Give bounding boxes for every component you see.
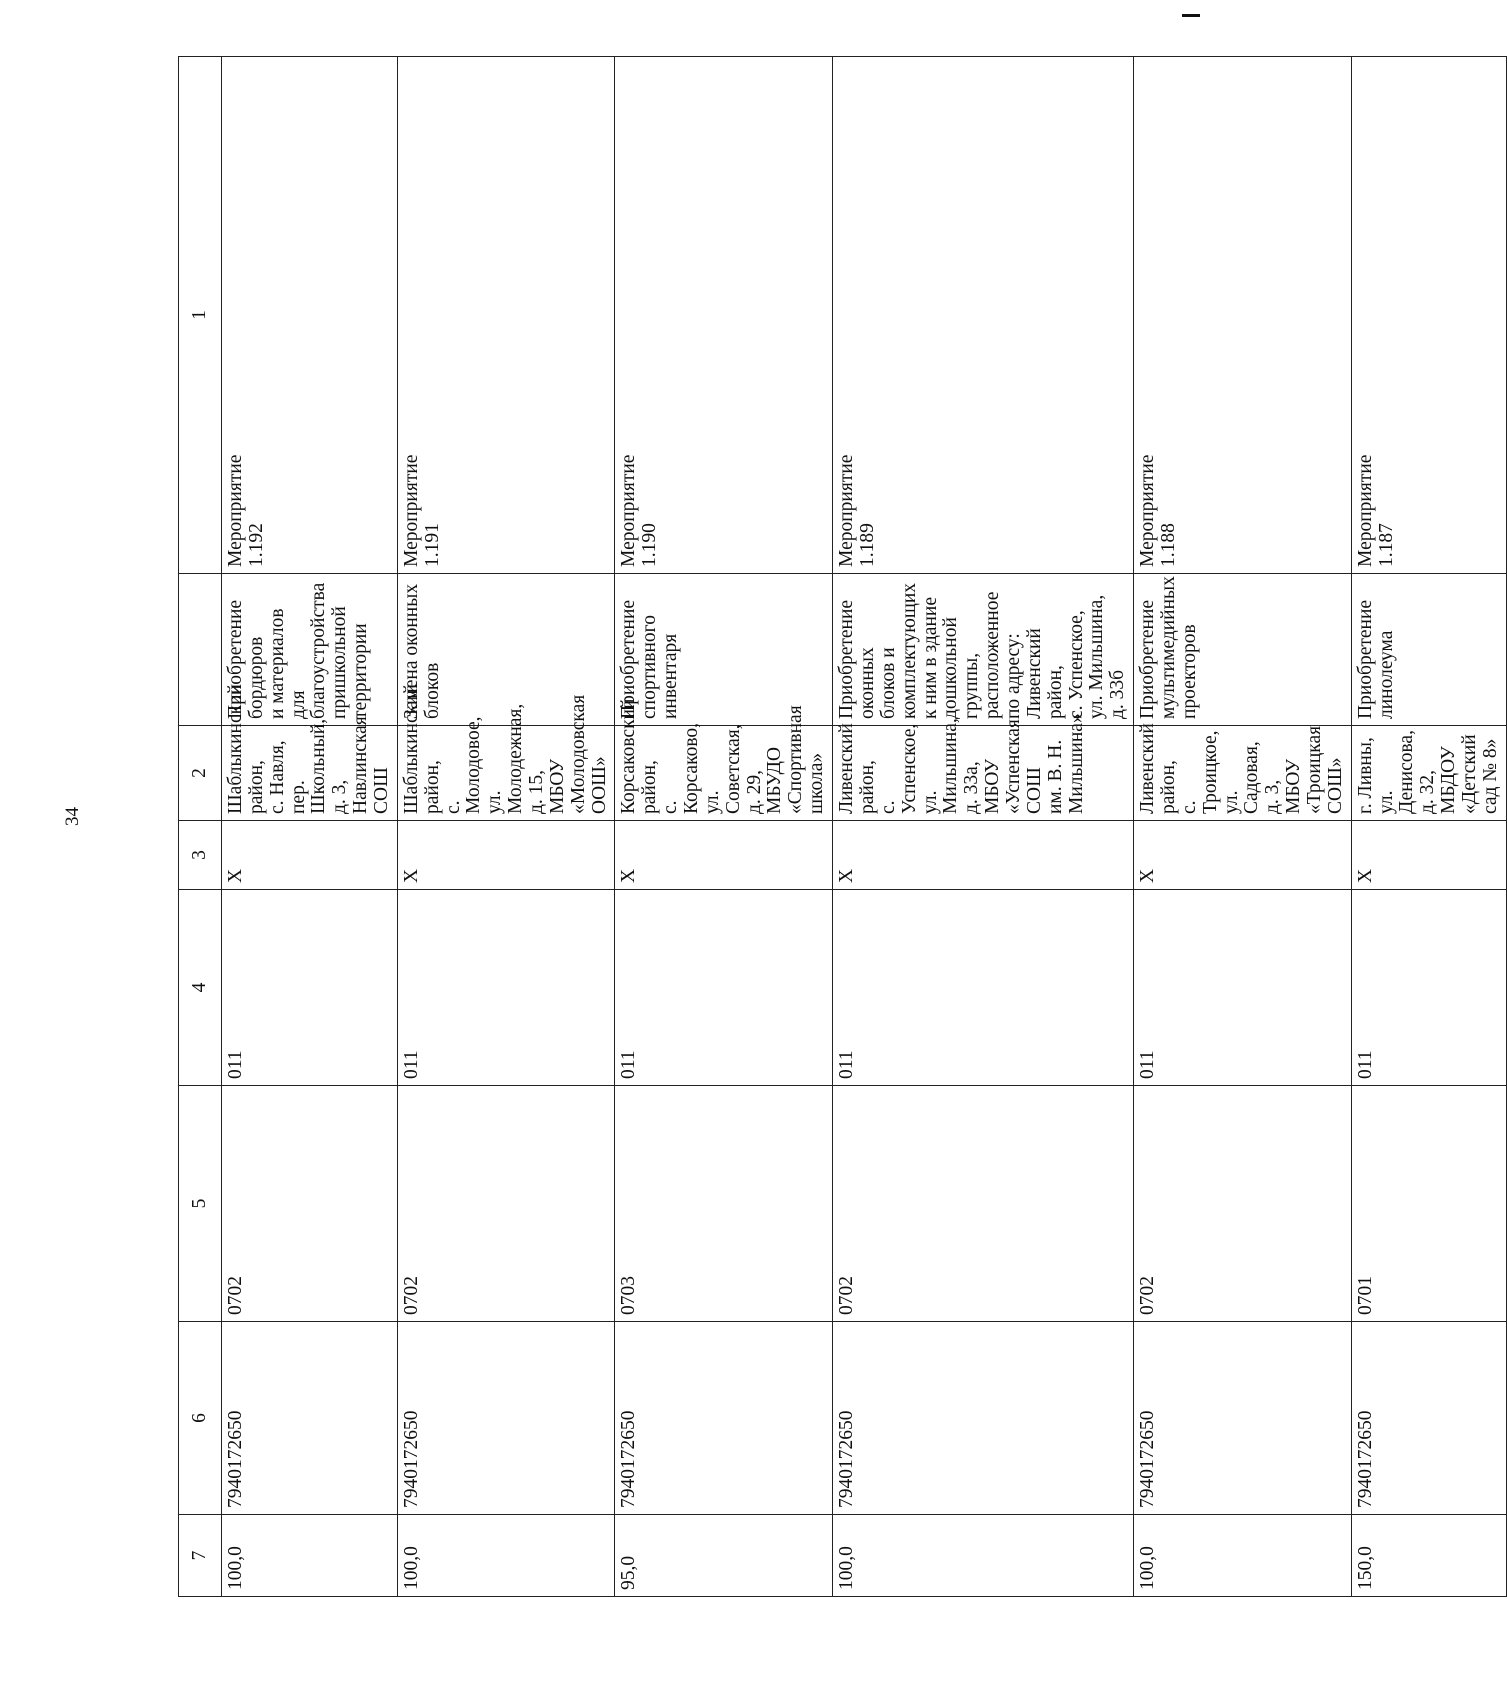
cell-col5: 0701 [1351, 1086, 1506, 1322]
cell-line: 1.190 [639, 523, 661, 567]
cell-name [222, 57, 398, 574]
cell-line: школа» [806, 752, 828, 814]
cell-col6: 7940172650 [222, 1322, 398, 1515]
cell-line: Замена оконных блоков [400, 583, 443, 719]
cell-line: с. Молодовое, [442, 716, 485, 814]
header-cell: 2 [179, 726, 222, 821]
cell-line: Приобретение бордюров [225, 599, 267, 719]
cell-col3: Х [1351, 821, 1506, 890]
cell-line: ул. Мильшина, д. 33б [1086, 594, 1129, 719]
cell-line: Приобретение оконных [836, 599, 878, 719]
activities-table [178, 56, 1507, 1597]
header-cell: 5 [179, 1086, 222, 1322]
rotated-table-wrapper [178, 57, 1501, 1597]
table-row [1351, 57, 1506, 1597]
cell-line: МБОУ «Успенская СОШ [982, 719, 1045, 814]
cell-line: ул. Мильшина, д. 33а, [919, 718, 983, 814]
cell-col7: 100,0 [833, 1515, 1134, 1597]
cell-line: 1.187 [1375, 523, 1397, 567]
page-number: 34 [62, 807, 83, 826]
cell-name [1351, 57, 1506, 574]
cell-line: мультимедийных [1157, 576, 1179, 719]
edge-mark [1182, 14, 1200, 17]
cell-line: 1.191 [421, 523, 443, 567]
cell-line: Мероприятие [400, 454, 422, 567]
cell-col7: 100,0 [222, 1515, 398, 1597]
cell-col4: 011 [615, 890, 833, 1086]
cell-col3: Х [222, 821, 398, 890]
cell-line: Ливенский район, [1137, 723, 1179, 814]
cell-name [615, 57, 833, 574]
cell-col3: Х [1134, 821, 1352, 890]
cell-col4: 011 [833, 890, 1134, 1086]
cell-col4: 011 [397, 890, 615, 1086]
cell-col5: 0702 [1134, 1086, 1352, 1322]
cell-col5: 0702 [833, 1086, 1134, 1322]
cell-col3: Х [615, 821, 833, 890]
table-row [222, 57, 398, 1597]
cell-line: 1.188 [1157, 523, 1179, 567]
cell-line: д. 29, МБУДО «Спортивная [743, 705, 807, 814]
header-cell [179, 574, 222, 726]
cell-line: с. Успенское, [877, 723, 920, 814]
cell-line: с. Корсаково, ул. Советская, [660, 722, 744, 814]
header-cell: 1 [179, 57, 222, 574]
cell-description [615, 574, 833, 726]
cell-name [833, 57, 1134, 574]
cell-line: с. Успенское, [1065, 610, 1087, 719]
cell-address [222, 684, 398, 821]
cell-line: блоков и комплектующих [877, 582, 920, 719]
cell-line: к ним в здание [919, 597, 941, 719]
header-cell: 7 [179, 1515, 222, 1597]
cell-address [615, 698, 833, 821]
cell-line: дошкольной группы, [940, 617, 983, 719]
table-row [833, 57, 1134, 1597]
cell-col5: 0702 [222, 1086, 398, 1322]
cell-line: МБОУ «Молодовская ООШ» [546, 694, 610, 814]
cell-line: МБОУ «Троицкая СОШ» [1283, 725, 1346, 814]
cell-line: Мероприятие [1354, 454, 1376, 567]
cell-line: Приобретение [1137, 599, 1159, 719]
cell-col7: 150,0 [1351, 1515, 1506, 1597]
cell-col6: 7940172650 [833, 1322, 1134, 1515]
cell-description [222, 574, 398, 726]
cell-line: с. Навля, пер. Школьный, [266, 718, 330, 814]
cell-line: Мероприятие [618, 454, 640, 567]
cell-col6: 7940172650 [1351, 1322, 1506, 1515]
cell-line: г. Ливны, ул. Денисова, [1354, 730, 1418, 814]
cell-line: спортивного инвентаря [639, 615, 682, 719]
cell-address [833, 713, 1134, 821]
cell-line: 1.189 [856, 523, 878, 567]
cell-line: Шаблыкинский район, [225, 684, 267, 814]
header-cell: 4 [179, 890, 222, 1086]
cell-line: ул. Молодежная, д. 15, [484, 703, 548, 814]
header-row [179, 57, 222, 1597]
cell-col4: 011 [222, 890, 398, 1086]
cell-address [397, 684, 615, 821]
cell-line: Мероприятие [836, 454, 858, 567]
cell-line: 1.192 [245, 523, 267, 567]
cell-col3: Х [397, 821, 615, 890]
cell-line: Приобретение линолеума [1354, 599, 1397, 719]
cell-line: расположенное по адресу: [982, 591, 1024, 719]
cell-line: Ливенский район, [1023, 628, 1066, 719]
cell-address [1134, 723, 1352, 821]
cell-line: д. 3, Навлинская СОШ [329, 716, 393, 814]
cell-line: Шаблыкинский район, [400, 684, 443, 814]
cell-line: Корсаковский район, [618, 698, 661, 814]
cell-name [1134, 57, 1352, 574]
cell-line: Ливенский район, [836, 723, 878, 814]
cell-line: пришкольной территории [329, 606, 372, 719]
cell-line: д. 32, [1417, 769, 1439, 814]
cell-address [1351, 726, 1506, 821]
table-row [397, 57, 615, 1597]
cell-line: МБДОУ «Детский сад № 8» [1438, 734, 1501, 814]
cell-col5: 0703 [615, 1086, 833, 1322]
cell-name [397, 57, 615, 574]
cell-col5: 0702 [397, 1086, 615, 1322]
cell-col7: 100,0 [397, 1515, 615, 1597]
header-cell: 6 [179, 1322, 222, 1515]
cell-line: Приобретение [618, 599, 640, 719]
cell-line: им. В. Н. Мильшина» [1044, 713, 1087, 814]
cell-col4: 011 [1351, 890, 1506, 1086]
header-cell: 3 [179, 821, 222, 890]
cell-col6: 7940172650 [397, 1322, 615, 1515]
cell-line: д. 3, [1262, 779, 1284, 814]
cell-col4: 011 [1134, 890, 1352, 1086]
cell-line: с. Троицкое, ул. Садовая, [1178, 730, 1263, 814]
table-row [1134, 57, 1352, 1597]
cell-description [833, 574, 1134, 726]
cell-line: для благоустройства [287, 582, 330, 719]
cell-line: проекторов [1178, 624, 1200, 719]
cell-col3: Х [833, 821, 1134, 890]
cell-col6: 7940172650 [615, 1322, 833, 1515]
cell-description [1351, 574, 1506, 726]
cell-line: Мероприятие [225, 454, 246, 567]
cell-col7: 95,0 [615, 1515, 833, 1597]
cell-col6: 7940172650 [1134, 1322, 1352, 1515]
cell-line: и материалов [266, 608, 288, 719]
cell-description [1134, 574, 1352, 726]
cell-line: Мероприятие [1137, 454, 1159, 567]
cell-col7: 100,0 [1134, 1515, 1352, 1597]
table-row [615, 57, 833, 1597]
